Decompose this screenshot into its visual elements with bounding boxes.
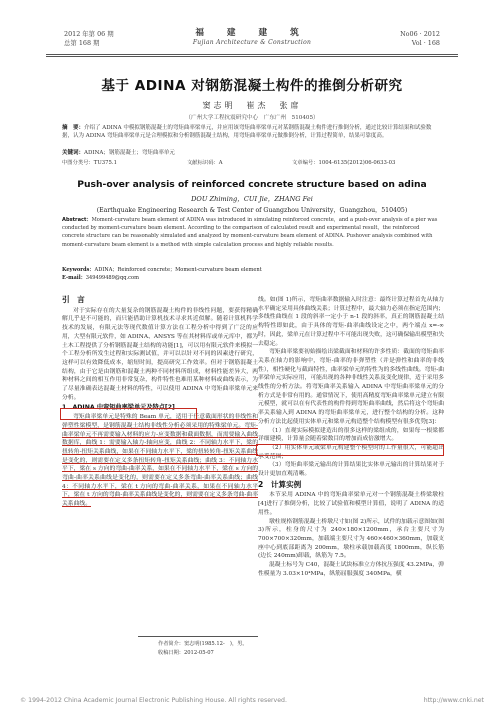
keywords-cn-text: ADINA；钢筋混凝土；弯矩曲率单元 bbox=[84, 150, 175, 156]
right-column bbox=[258, 296, 444, 579]
journal-name-cn: 福 建 建 筑 bbox=[195, 28, 309, 38]
abstract-en bbox=[62, 216, 442, 249]
section2-paragraph-2: 墩柱规格钢筋混凝土桥墩尺寸如(图 2)所示，试件的加载示意图如(图 3)所示，柱身的尺寸为 240×180×1200mm，承台主要尺寸为 700×700×320mm，加载端主要尺寸为 460×460×360mm，加载支座中心到底部距离为 200mm，墩柱承载加载高度 1800mm，纵长筋(边长 240mm)卸载，纵筋为 7.5。 bbox=[258, 518, 444, 560]
abstract-cn-label: 摘 要： bbox=[62, 125, 85, 131]
copyright-text: © 1994-2012 China Academic Journal Electronic Publishing House. All rights reserved. bbox=[20, 697, 287, 704]
cnki-link[interactable]: http://www.cnki.net bbox=[423, 697, 484, 704]
abstract-en-label: Abstract： bbox=[62, 217, 92, 223]
keywords-en-text: ADINA；Reinforced concrete；Moment-curvature beam element bbox=[94, 267, 262, 273]
total-issue: 总第 168 期 bbox=[64, 38, 100, 47]
issue-info-right bbox=[400, 30, 440, 47]
header-rule-top bbox=[46, 54, 458, 55]
intro-heading: 引 言 bbox=[62, 295, 85, 304]
abstract-cn bbox=[62, 124, 442, 141]
journal-name bbox=[46, 29, 458, 47]
header-rule-bottom bbox=[46, 56, 458, 57]
highlight-box-right bbox=[256, 444, 444, 456]
section1-paragraph: 弯矩曲率梁单元是特殊的 Beam 单元，适用于任意截面形状的非线性和弹塑性梁模型，是钢筋混凝土结构非线性分析必须采用的特殊梁单元。弯矩-曲率梁单元不再需要输入材料的应力-应变数据和截面数据，而需要输入曲线数据库，曲线 1：需要输入轴力-轴向应变，曲线 2：不同轴力水平下，梁的扭转角-扭矩关系曲线，如果在不同轴力水平下，梁的扭转转角-扭矩关系曲线是变化的，则需要在定义多条扭矩转角-扭矩关系曲线；曲线 3：不同轴力水平下，梁在 s 方向的弯曲-曲率关系，如果在不同轴力水平下，梁在 s 方向的弯曲-曲率关系曲线是变化的，则需要在定义多条弯曲-曲率关系曲线；曲线 4：不同轴力水平下，梁在 t 方向的弯曲-曲率关系，如果在不同轴力水平下，梁在 t 方向的弯曲-曲率关系曲线是变化的，则需要在定义多条弯曲-曲率关系曲线。 bbox=[62, 414, 258, 508]
keywords-cn-label: 关键词： bbox=[62, 150, 85, 156]
affiliation-en: (Earthquake Engineering Research & Test Center of Guangzhou University，Guangzhou，510405) bbox=[96, 207, 408, 214]
right-list-1: （1）直观实际模拟建造出的很多这样的梁组成的，如果每一根梁都详细建模，计算量会随着梁数目的增加而成倍激增大。 bbox=[258, 427, 444, 443]
article-number: 文章编号：1004-6135(2012)06-0633-03 bbox=[292, 160, 396, 166]
keywords-en-label: Keywords： bbox=[62, 267, 95, 273]
author-info: 作者简介：窦志明(1985.12- )，男。 bbox=[158, 641, 248, 647]
paper-title-cn: 基于 ADINA 对钢筋混凝土构件的推倒分析研究 bbox=[101, 78, 403, 94]
section1-heading: 1 ADINA 中弯矩曲率梁单元及特点[2] bbox=[62, 404, 175, 412]
email-label: E-mail： bbox=[62, 275, 86, 281]
right-list-3: （3）弯矩曲率梁元输出的计算结果比实体单元输出的计算结果对于设计更加直观清晰。 bbox=[258, 462, 444, 478]
paper-title-en: Push-over analysis of reinforced concrete structure based on adina bbox=[77, 179, 427, 190]
right-list-2: （2）用实体单元或梁单元构建整个模型时的工作量很大，可能超出承受范围； bbox=[258, 444, 444, 460]
affiliation-cn: （广州大学工程抗震研究中心 广东广州 510405） bbox=[185, 115, 319, 121]
received-date: 收稿日期：2012-05-07 bbox=[158, 649, 214, 656]
right-paragraph-2: 弯矩曲率梁要初始描绘出梁截面和材料的许多性质：截面的弯矩曲率关系在轴力的影响中，弯矩-曲率的非弹塑性（并是弹性和曲率的非线性），相性硬化与截面特性，曲率梁单元的特性为的多线性曲线。弯矩-曲率梁单元实际应用，可能出现的各种非线性关系及变化规律，适于采用多线性的分析方法。将弯矩曲率关系输入 ADINA 中弯矩曲率梁单元的分析方式是非常有用的。通常情况下，使用高精度弯矩曲率梁单元建立有限元模型，就可以在有代表性的构件得到弯矩曲率曲线，然后将这个弯矩曲率关系输入到 ADINA 的弯矩曲率梁单元，进行整个结构的分析。这种分析方法比起使用实体单元和梁单元构造整个结构模型有很多优势[3]： bbox=[258, 349, 444, 425]
abstract-cn-text: 介绍了 ADINA 中模拟钢筋混凝土的弯矩曲率梁单元，并应用该弯矩曲率梁单元对某钢筋混凝土构件进行推倒分析，通过比较计算结果和试验数据，认为 ADINA 弯矩曲率梁单元是合理模拟和分析钢筋混凝土结构，用弯矩曲率梁单元做推倒分析，计算过程简单，结果可靠度高。 bbox=[62, 125, 432, 140]
section2-paragraph-1: 本节采用 ADINA 中的弯矩曲率梁单元对一个钢筋混凝土桥梁墩柱[4]进行了推倒分析，比较了试验值和模型计算值，说明了 ADINA 的适用性。 bbox=[258, 492, 444, 516]
journal-header bbox=[46, 28, 458, 54]
footnote-rule bbox=[138, 636, 258, 637]
abstract-en-text: Moment-curvature beam element of ADINA was introduced in simulating reinforced concrete，and a push-over analysis of a pier was conducted by moment-curvature beam element. According to the comparison of calculated result and experimental result，the reinforced concrete structure can be reasonably simulated and analyzed by moment-curvature beam element of ADINA. Pushover analysis combined with moment-curvature beam element is a method with simple calculation process and highly reliable results. bbox=[62, 217, 438, 248]
intro-paragraph: 对于实际存在的大量复杂的钢筋混凝土构件的非线性问题，要获得精确解几乎是不可能的，而只能借助计算机技术寻求其近似解。随着计算机科学技术的发展，有限元法等现代数值计算方法在工程分析中得到了广泛的应用，大型有限元软件，如 ADINA、ANSYS 等在其材料库或单元库中，都为土木工程提供了分析钢筋混凝土结构的功能[1]，可以用有限元软件来模拟一个工程分析所发生过程和实际测试值，并可以以针对不同的因素进行研究，这样可以有效降低成本，缩短时间，提高研究工作效率。但对于钢筋混凝土结构，由于它是由钢筋和混凝土两种不同材料所组成，材料性能差异大，两种材料之间的相互作用非常复杂，构件特性也难用某种材料或曲线表示，为了尽量准确表达混凝土材料的特性，可以使用 ADINA 中弯矩曲率梁单元来分析。 bbox=[62, 307, 258, 401]
copyright-footer bbox=[0, 697, 504, 709]
authors-en: DOU Zhiming，CUI Jie，ZHANG Fei bbox=[191, 195, 313, 203]
right-paragraph-1: 线。如(图 1)所示，弯矩曲率数据输入时注意：最终计算过程首先从轴力水平确定采用具体曲线关系；计算过程中，最大轴力必须在指定范围内；多线性曲线在 1 段的斜率一定小于 n-1 段的斜率，真正的钢筋混凝土结构特性即如此，由于具体的弯矩-曲率曲线设定之中，两个端点 x=-∞时，因此，梁单元在计算过程中不可能出现失败，这可确保输出模型和失去稳定。 bbox=[258, 297, 444, 347]
keywords-cn bbox=[62, 149, 442, 157]
document-code: 文献标识码：A bbox=[187, 160, 223, 166]
footnote bbox=[158, 640, 248, 657]
issue-number: 2012 年第 06 期 bbox=[64, 30, 114, 38]
volume-en: Vol · 168 bbox=[411, 38, 440, 47]
authors-cn: 窦志明 崔杰 张席 bbox=[202, 101, 302, 110]
issue-no-en: No06 · 2012 bbox=[400, 30, 440, 38]
keywords-en bbox=[62, 266, 442, 274]
left-column bbox=[62, 296, 258, 509]
email-address: 349499489@qq.com bbox=[85, 275, 139, 281]
journal-name-en: Fujian Architecture & Construction bbox=[192, 39, 312, 46]
clc-number: 中图分类号：TU375.1 bbox=[62, 160, 117, 166]
email-line bbox=[62, 274, 442, 282]
highlight-box-left bbox=[60, 408, 197, 420]
section2-paragraph-3: 混凝土标号为 C40，混凝土试块标准立方体抗压强度 43.2MPa，弹性模量为 3.03×10⁴MPa，纵筋屈服强度 340MPa，横 bbox=[258, 562, 444, 577]
section2-heading: 2 计算实例 bbox=[258, 479, 302, 489]
